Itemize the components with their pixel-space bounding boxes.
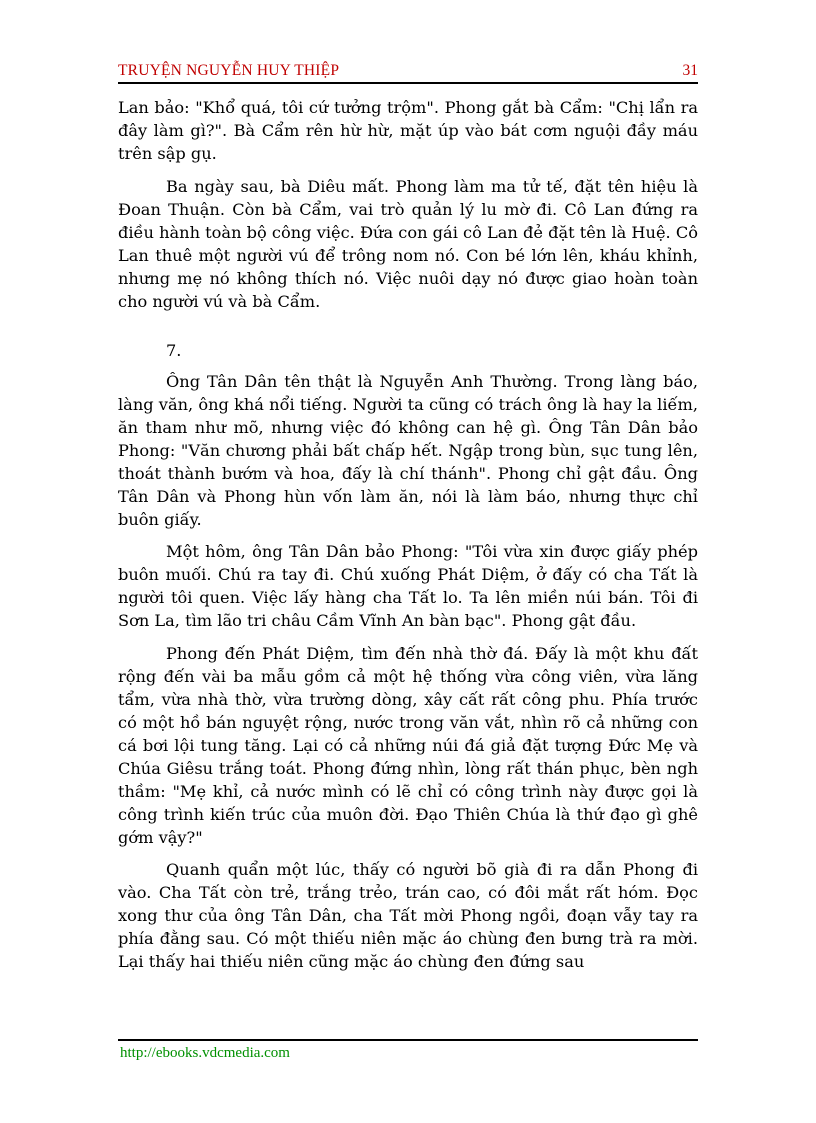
paragraph: Lan bảo: "Khổ quá, tôi cứ tưởng trộm". Phong gắt bà Cẩm: "Chị lẩn ra đây làm gì?". Bà Cẩm rên hừ hừ, mặt úp vào bát cơm nguội đầy máu trên sập gụ. — [118, 98, 698, 163]
section-number: 7. — [166, 340, 182, 360]
paragraph: Ba ngày sau, bà Diêu mất. Phong làm ma tử tế, đặt tên hiệu là Đoan Thuận. Còn bà Cẩm, vai trò quản lý lu mờ đi. Cô Lan đứng ra điều hành toàn bộ công việc. Đứa con gái cô Lan đẻ đặt tên là Huệ. Cô Lan thuê một người vú để trông nom nó. Con bé lớn lên, kháu khỉnh, nhưng mẹ nó không thích nó. Việc nuôi dạy nó được giao hoàn toàn cho người vú và bà Cẩm. — [118, 176, 698, 311]
page-number: 31 — [682, 62, 698, 79]
book-title: TRUYỆN NGUYỄN HUY THIỆP — [118, 62, 340, 79]
page-body — [118, 96, 698, 983]
header-divider — [118, 82, 698, 84]
paragraph: Ông Tân Dân tên thật là Nguyễn Anh Thường. Trong làng báo, làng văn, ông khá nổi tiếng. Người ta cũng có trách ông là hay la liếm, ăn tham như mõ, nhưng việc đó không can hệ gì. Ông Tân Dân bảo Phong: "Văn chương phải bất chấp hết. Ngập trong bùn, sục tung lên, thoát thành bướm và hoa, đấy là chí thánh". Phong chỉ gật đầu. Ông Tân Dân và Phong hùn vốn làm ăn, nói là làm báo, nhưng thực chỉ buôn giấy. — [118, 371, 698, 529]
paragraph: Phong đến Phát Diệm, tìm đến nhà thờ đá. Đấy là một khu đất rộng đến vài ba mẫu gồm cả một hệ thống vừa công viên, vừa lăng tẩm, vừa nhà thờ, vừa trường dòng, xây cất rất công phu. Phía trước có một hồ bán nguyệt rộng, nước trong văn vắt, nhìn rõ cả những con cá bơi lội tung tăng. Lại có cả những núi đá giả đặt tượng Đức Mẹ và Chúa Giêsu trắng toát. Phong đứng nhìn, lòng rất thán phục, bèn ngh thầm: "Mẹ khỉ, cả nước mình có lẽ chỉ có công trình này được gọi là công trình kiến trúc của muôn đời. Đạo Thiên Chúa là thứ đạo gì ghê gớm vậy?" — [118, 643, 698, 847]
footer-url-link[interactable]: http://ebooks.vdcmedia.com — [120, 1045, 290, 1061]
paragraph: Một hôm, ông Tân Dân bảo Phong: "Tôi vừa xin được giấy phép buôn muối. Chú ra tay đi. Chú xuống Phát Diệm, ở đấy có cha Tất là người tôi quen. Việc lấy hàng cha Tất lo. Ta lên miền núi bán. Tôi đi Sơn La, tìm lão tri châu Cầm Vĩnh An bàn bạc". Phong gật đầu. — [118, 542, 698, 630]
page-header — [118, 58, 698, 82]
paragraph: Quanh quẩn một lúc, thấy có người bõ già đi ra dẫn Phong đi vào. Cha Tất còn trẻ, trắng trẻo, trán cao, có đôi mắt rất hóm. Đọc xong thư của ông Tân Dân, cha Tất mời Phong ngồi, đoạn vẫy tay ra phía đằng sau. Có một thiếu niên mặc áo chùng đen bưng trà ra mời. Lại thấy hai thiếu niên cũng mặc áo chùng đen đứng sau — [118, 860, 698, 971]
footer-divider — [118, 1039, 698, 1041]
